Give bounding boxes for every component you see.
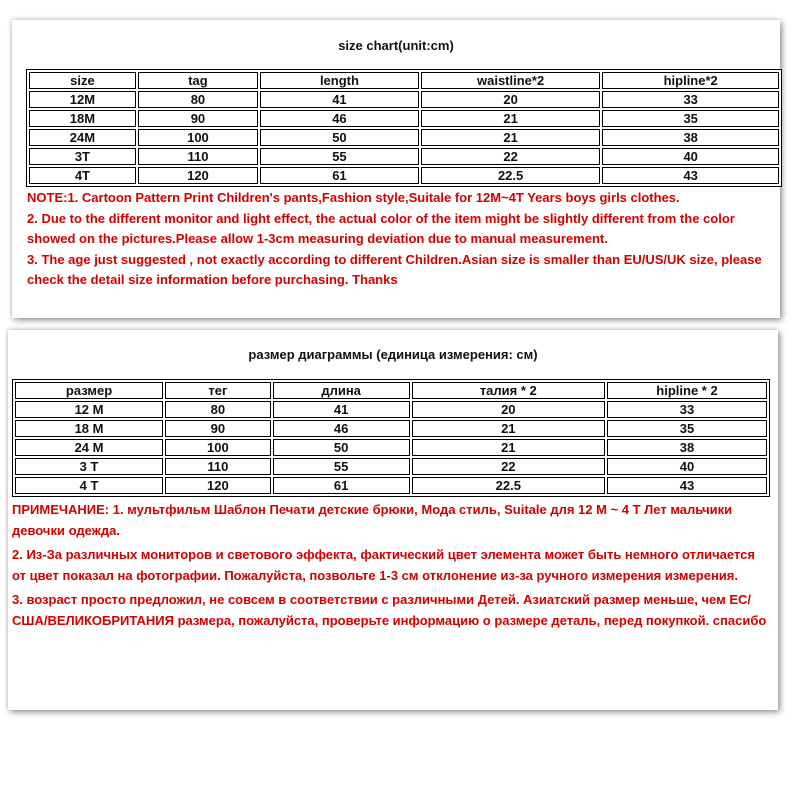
- table-header-row: [29, 72, 779, 89]
- table-cell: 90: [138, 110, 258, 127]
- table-cell: 50: [260, 129, 419, 146]
- note-paragraph: 3. The age just suggested , not exactly according to different Children.Asian size is smaller than EU/US/UK size, please check the detail size information before purchasing. Thanks: [27, 251, 762, 287]
- table-cell: 3 T: [15, 458, 163, 475]
- note-paragraph: ПРИМЕЧАНИЕ: 1. мультфильм Шаблон Печати детские брюки, Мода стиль, Suitale для 12 M ~ 4 T Лет мальчики девочки одежда.: [12, 502, 733, 538]
- table-cell: 100: [165, 439, 271, 456]
- table-cell: 22.5: [412, 477, 605, 494]
- table-cell: 18M: [29, 110, 136, 127]
- table-cell: 12M: [29, 91, 136, 108]
- table-cell: 55: [260, 148, 419, 165]
- size-chart-title-russian: размер диаграммы (единица измерения: см): [248, 347, 538, 362]
- header-cell: длина: [273, 382, 410, 399]
- table-cell: 110: [165, 458, 271, 475]
- note-paragraph: 2. Из-За различных мониторов и светового эффекта, фактический цвет элемента может быть немного отличается от цвет показал на фотографии. Пожалуйста, позвольте 1-3 см отклонение из-за ручного измерения измерения.: [12, 547, 755, 583]
- table-cell: 41: [273, 401, 410, 418]
- header-cell: tag: [138, 72, 258, 89]
- notes-english: [27, 188, 772, 291]
- table-cell: 120: [138, 167, 258, 184]
- table-cell: 40: [607, 458, 767, 475]
- table-cell: 33: [607, 401, 767, 418]
- table-cell: 61: [260, 167, 419, 184]
- table-row: [15, 477, 767, 494]
- table-cell: 38: [607, 439, 767, 456]
- table-cell: 43: [607, 477, 767, 494]
- table-cell: 20: [421, 91, 601, 108]
- header-cell: тег: [165, 382, 271, 399]
- table-cell: 4T: [29, 167, 136, 184]
- table-row: [29, 167, 779, 184]
- table-cell: 50: [273, 439, 410, 456]
- table-cell: 12 M: [15, 401, 163, 418]
- table-cell: 21: [421, 110, 601, 127]
- table-cell: 21: [412, 439, 605, 456]
- note-paragraph: 2. Due to the different monitor and light effect, the actual color of the item might be slightly different from the color showed on the pictures.Please allow 1-3cm measuring deviation due to manual measurement.: [27, 210, 735, 246]
- table-cell: 41: [260, 91, 419, 108]
- table-cell: 100: [138, 129, 258, 146]
- header-cell: размер: [15, 382, 163, 399]
- header-cell: length: [260, 72, 419, 89]
- table-cell: 22.5: [421, 167, 601, 184]
- note-paragraph: 3. возраст просто предложил, не совсем в соответствии с различными Детей. Азиатский размер меньше, чем ЕС/США/ВЕЛИКОБРИТАНИЯ размера, пожалуйста, проверьте информацию о размере деталь, перед покупкой. спасибо: [12, 592, 767, 628]
- table-cell: 24 M: [15, 439, 163, 456]
- size-chart-card-english: [12, 20, 780, 318]
- table-cell: 90: [165, 420, 271, 437]
- table-row: [15, 420, 767, 437]
- table-cell: 43: [602, 167, 779, 184]
- table-row: [15, 401, 767, 418]
- header-cell: hipline * 2: [607, 382, 767, 399]
- header-cell: талия * 2: [412, 382, 605, 399]
- table-row: [29, 110, 779, 127]
- size-chart-card-russian: [8, 330, 778, 710]
- table-cell: 35: [607, 420, 767, 437]
- table-cell: 24M: [29, 129, 136, 146]
- header-cell: size: [29, 72, 136, 89]
- header-cell: hipline*2: [602, 72, 779, 89]
- size-table-english: [26, 69, 782, 187]
- table-cell: 21: [412, 420, 605, 437]
- size-chart-title-english: size chart(unit:cm): [338, 38, 454, 53]
- table-row: [15, 458, 767, 475]
- table-cell: 20: [412, 401, 605, 418]
- table-row: [29, 148, 779, 165]
- table-cell: 18 M: [15, 420, 163, 437]
- table-cell: 55: [273, 458, 410, 475]
- table-cell: 33: [602, 91, 779, 108]
- table-cell: 22: [421, 148, 601, 165]
- table-cell: 120: [165, 477, 271, 494]
- table-cell: 80: [165, 401, 271, 418]
- table-row: [29, 129, 779, 146]
- notes-russian: [12, 500, 772, 632]
- table-cell: 35: [602, 110, 779, 127]
- table-cell: 46: [273, 420, 410, 437]
- table-header-row: [15, 382, 767, 399]
- table-cell: 21: [421, 129, 601, 146]
- table-cell: 3T: [29, 148, 136, 165]
- table-cell: 46: [260, 110, 419, 127]
- table-cell: 110: [138, 148, 258, 165]
- table-cell: 61: [273, 477, 410, 494]
- table-cell: 4 T: [15, 477, 163, 494]
- table-row: [29, 91, 779, 108]
- table-row: [15, 439, 767, 456]
- size-table-russian: [12, 379, 770, 497]
- table-cell: 22: [412, 458, 605, 475]
- note-paragraph: NOTE:1. Cartoon Pattern Print Children's pants,Fashion style,Suitale for 12M~4T Years boys girls clothes.: [27, 190, 680, 205]
- table-cell: 38: [602, 129, 779, 146]
- table-cell: 80: [138, 91, 258, 108]
- header-cell: waistline*2: [421, 72, 601, 89]
- table-cell: 40: [602, 148, 779, 165]
